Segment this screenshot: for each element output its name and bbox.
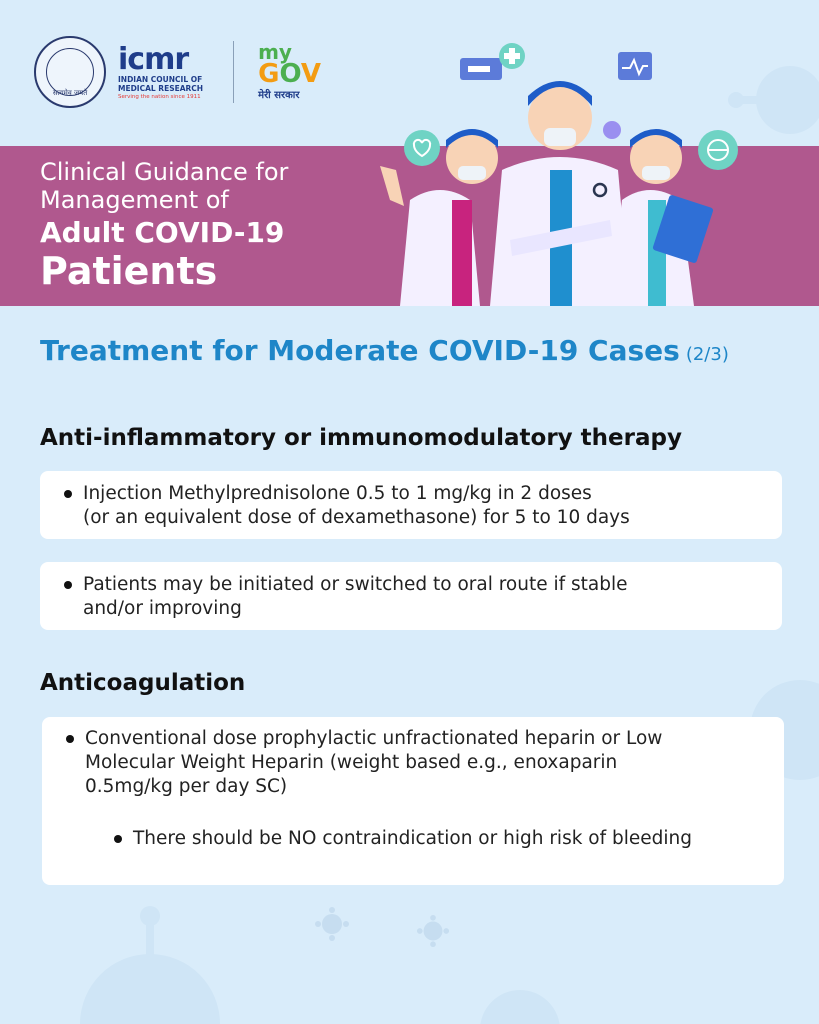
header-logos xyxy=(34,36,321,108)
sub-bullet-text: There should be NO contraindication or high risk of bleeding xyxy=(133,828,693,849)
mygov-hindi: मेरी सरकार xyxy=(258,90,300,101)
doctor-left xyxy=(380,129,498,306)
bullet-line: (or an equivalent dose of dexamethasone) for 5 to 10 days xyxy=(83,507,630,528)
mygov-gov xyxy=(258,61,321,87)
virus-decoration-icon xyxy=(40,900,260,1024)
globe-icon xyxy=(698,130,738,170)
banner-title xyxy=(40,158,288,292)
doctors-illustration xyxy=(360,40,760,306)
virus-decoration-icon xyxy=(440,960,600,1024)
bullet-text xyxy=(83,573,628,621)
section-title-anti-inflammatory: Anti-inflammatory or immunomodulatory therapy xyxy=(40,425,682,451)
banner-line-3: Adult COVID-19 xyxy=(40,216,285,249)
heart-bubble-icon xyxy=(404,130,440,166)
logo-divider xyxy=(233,41,234,103)
main-heading xyxy=(40,334,729,367)
mygov-logo xyxy=(258,40,321,101)
icmr-wordmark: icmr xyxy=(118,41,189,77)
sub-list-item xyxy=(114,827,692,851)
pill-icon xyxy=(603,121,621,139)
bullet-text xyxy=(83,482,630,530)
bullet-icon xyxy=(66,735,74,743)
banner-line-1: Clinical Guidance for xyxy=(40,158,289,186)
banner-line-4: Patients xyxy=(40,249,218,293)
bullet-icon xyxy=(64,490,72,498)
mygov-g: G xyxy=(258,59,280,89)
bullet-line: and/or improving xyxy=(83,598,242,619)
bullet-line: Injection Methylprednisolone 0.5 to 1 mg/kg in 2 doses xyxy=(83,483,592,504)
seal-text: सत्यमेव जयते xyxy=(52,89,88,97)
main-heading-title: Treatment for Moderate COVID-19 Cases xyxy=(40,334,680,367)
bullet-line: 0.5mg/kg per day SC) xyxy=(85,776,288,797)
icmr-logo xyxy=(118,41,204,100)
icmr-tagline: Serving the nation since 1911 xyxy=(118,93,201,100)
heartbeat-icon xyxy=(618,52,652,80)
doctor-center xyxy=(490,81,630,306)
mygov-o: O xyxy=(279,59,301,89)
bullet-line: Patients may be initiated or switched to oral route if stable xyxy=(83,574,628,595)
section-title-anticoagulation: Anticoagulation xyxy=(40,670,246,696)
bullet-line: Conventional dose prophylactic unfractionated heparin or Low xyxy=(85,728,663,749)
banner-line-2: Management of xyxy=(40,186,229,214)
icmr-fullname-line2: MEDICAL RESEARCH xyxy=(118,83,204,93)
list-item xyxy=(66,727,662,799)
mygov-v: V xyxy=(300,59,321,89)
virus-small-icon xyxy=(416,914,450,948)
bullet-icon xyxy=(114,835,122,843)
bullet-text xyxy=(85,727,662,799)
bullet-icon xyxy=(64,581,72,589)
medical-cross-icon xyxy=(499,43,525,69)
list-item xyxy=(64,573,628,621)
mygov-my: my xyxy=(258,40,292,64)
icmr-fullname-line1: INDIAN COUNCIL OF xyxy=(118,74,203,84)
icmr-seal-logo xyxy=(34,36,106,108)
bullet-line: Molecular Weight Heparin (weight based e.g., enoxaparin xyxy=(85,752,618,773)
page-indicator: (2/3) xyxy=(685,344,729,365)
syringe-icon xyxy=(460,58,502,80)
list-item xyxy=(64,482,630,530)
virus-small-icon xyxy=(314,906,350,942)
